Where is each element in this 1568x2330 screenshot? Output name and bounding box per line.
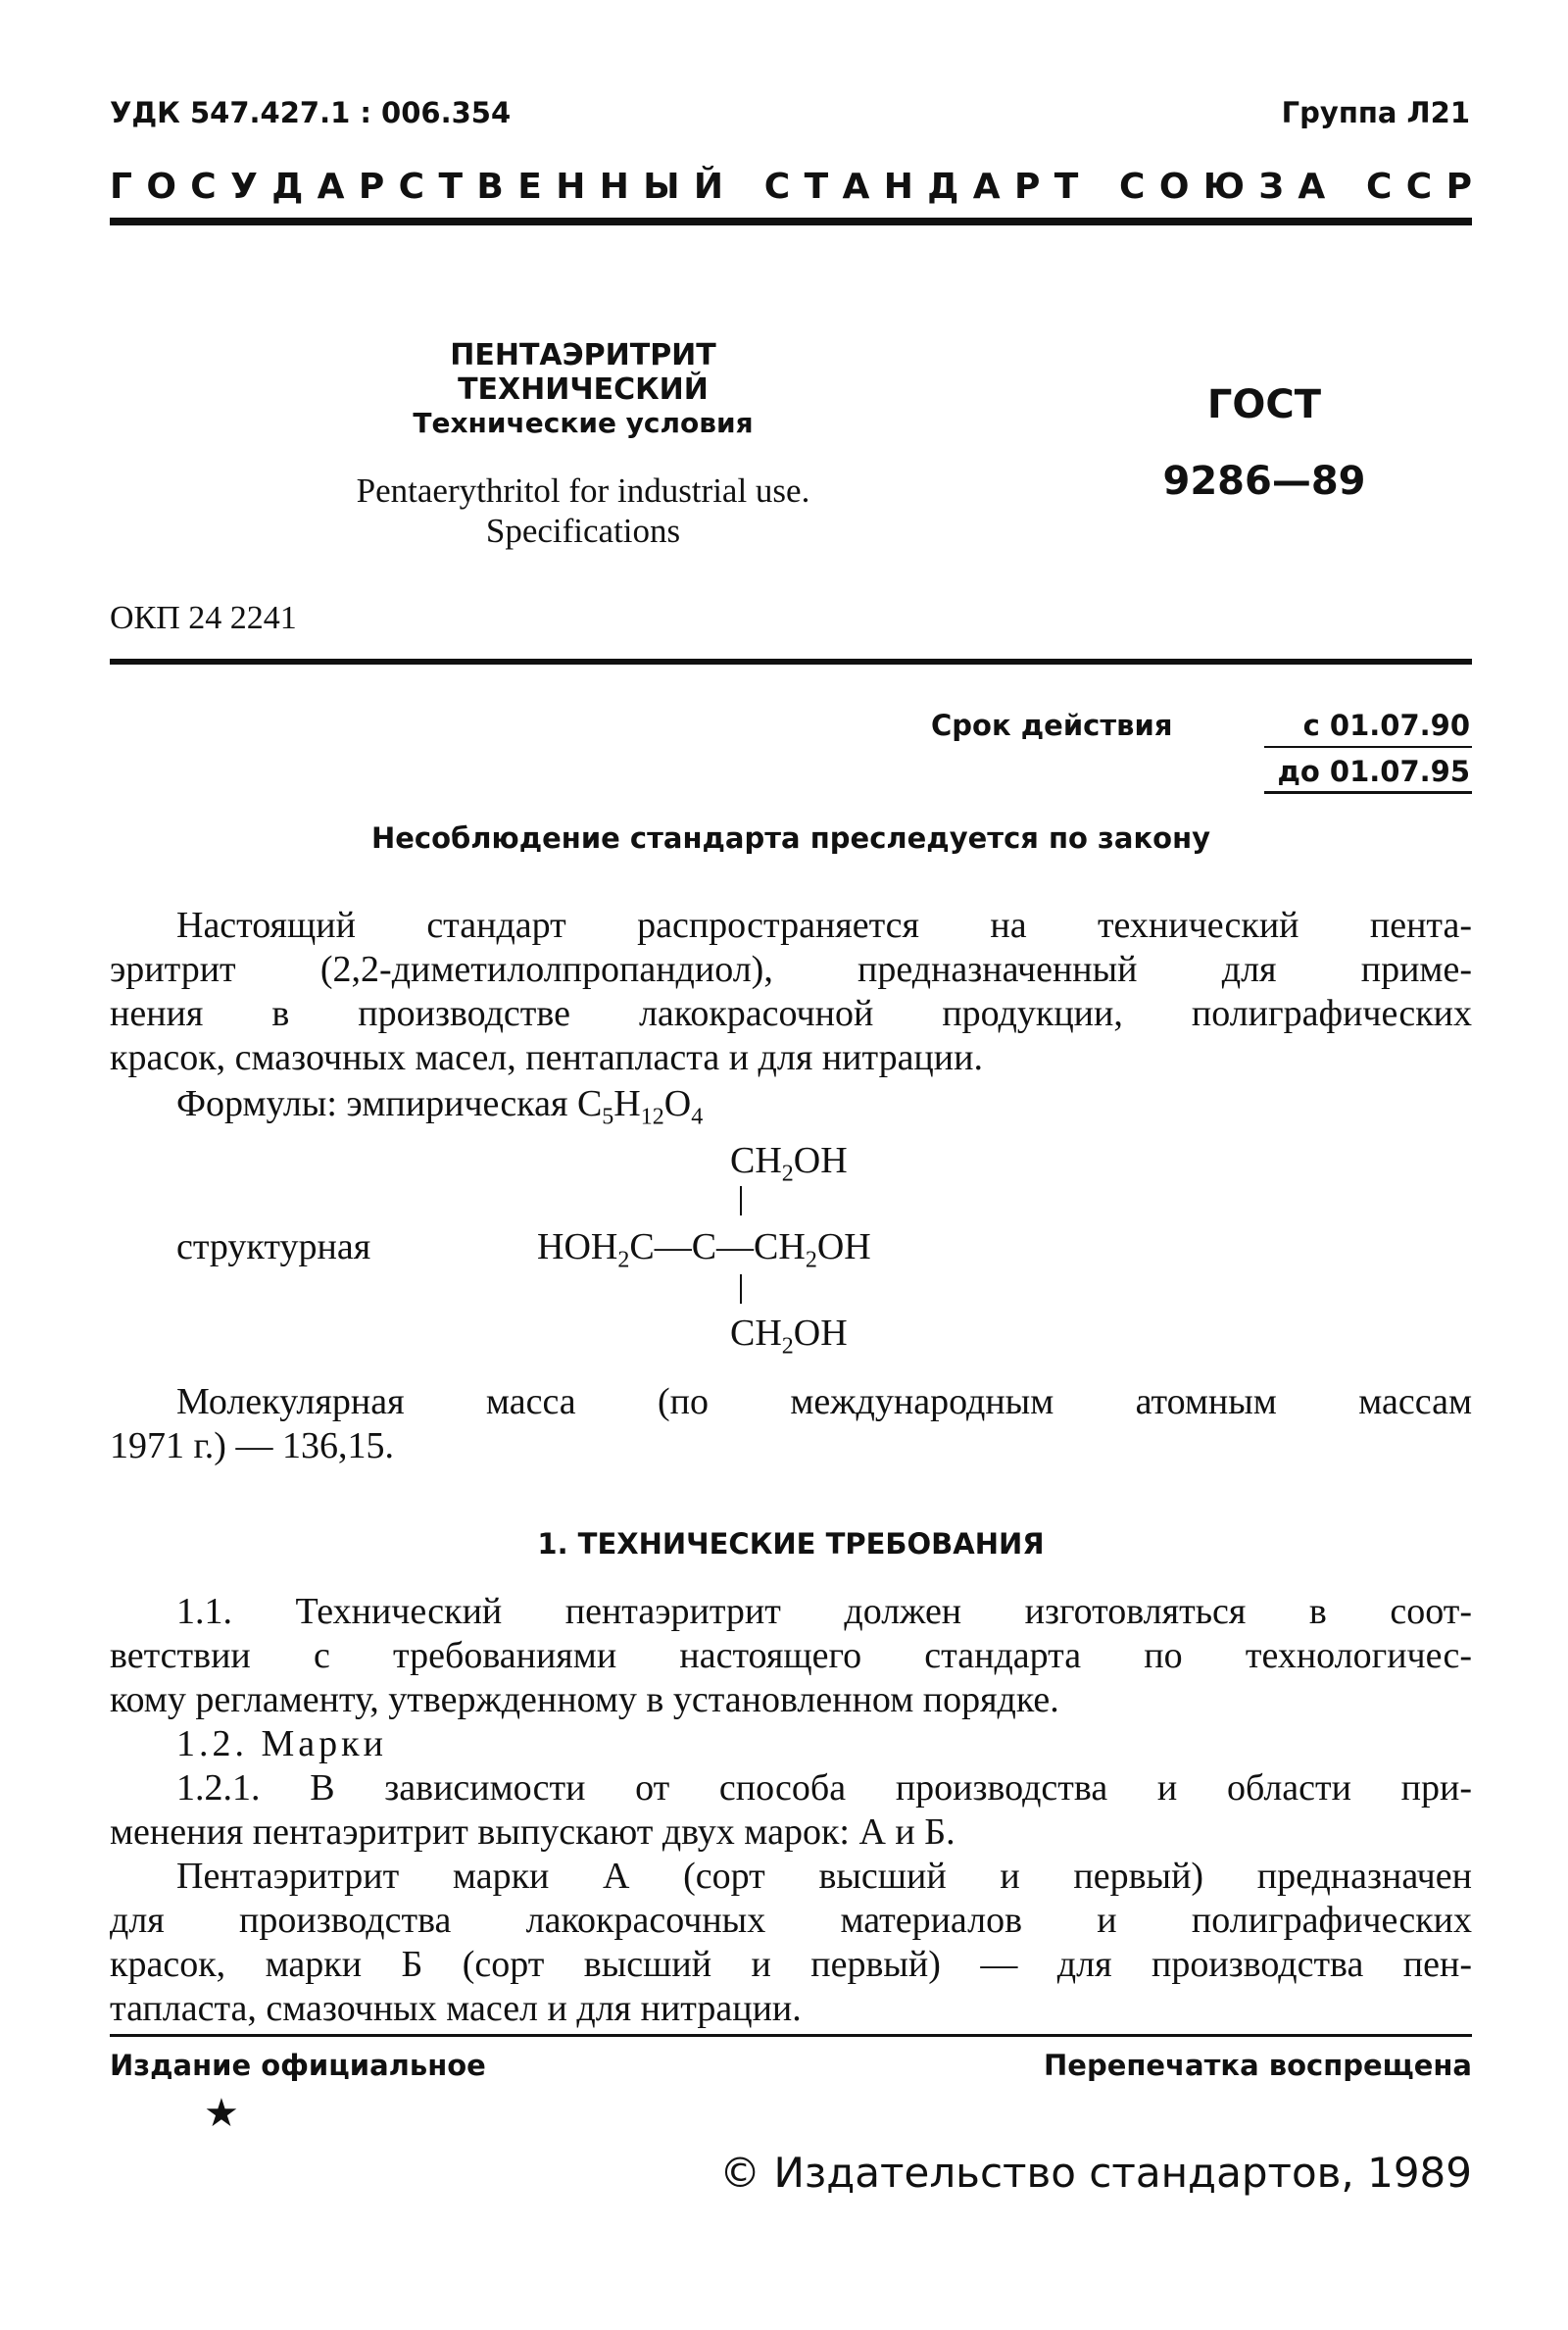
empirical-formula-label: Формулы: эмпирическая bbox=[176, 1083, 568, 1124]
empirical-formula bbox=[176, 1082, 703, 1131]
paragraph-line: Пентаэритрит марки А (сорт высший и первый) предназначен bbox=[176, 1856, 1472, 1897]
udk-code: УДК 547.427.1 : 006.354 bbox=[110, 96, 512, 129]
structural-left-group: $HOH_2C$ bbox=[537, 1226, 655, 1273]
paragraph-line: ветствии с требованиями настоящего стандарта по технологичес- bbox=[110, 1635, 1472, 1676]
valid-to: до 01.07.95 bbox=[1277, 755, 1470, 788]
paragraph-line: для производства лакокрасочных материалов и полиграфических bbox=[110, 1900, 1472, 1941]
structural-bottom-group: $CH_2OH$ bbox=[730, 1313, 848, 1360]
structural-top-group: $CH_2OH$ bbox=[730, 1140, 848, 1187]
paragraph-line: красок, марки Б (сорт высший и первый) — для производства пен- bbox=[110, 1944, 1472, 1985]
state-standard-heading bbox=[110, 167, 1472, 207]
structural-right-group: $CH_2OH$ bbox=[754, 1226, 871, 1273]
intro-line: эритрит (2,2-диметилолпропандиол), предназначенный для приме- bbox=[110, 949, 1472, 990]
gost-label: ГОСТ bbox=[1206, 382, 1322, 427]
paragraph-line: менения пентаэритрит выпускают двух марок: А и Б. bbox=[110, 1811, 956, 1853]
structural-center-atom: C bbox=[691, 1226, 717, 1267]
intro-line: Настоящий стандарт распространяется на технический пента- bbox=[176, 905, 1472, 946]
footer-rule bbox=[110, 2034, 1472, 2037]
paragraph-line: тапласта, смазочных масел и для нитрации. bbox=[110, 1988, 802, 2029]
star-icon: ★ bbox=[204, 2091, 239, 2135]
state-standard-word: С О Ю З А bbox=[1119, 167, 1326, 207]
intro-line: красок, смазочных масел, пентапласта и для нитрации. bbox=[110, 1037, 983, 1078]
bond-bottom bbox=[740, 1274, 742, 1304]
bond-top bbox=[740, 1186, 742, 1215]
group-code: Группа Л21 bbox=[1281, 96, 1470, 129]
paragraph-1-1 bbox=[110, 1590, 1472, 1722]
state-standard-word: Г О С У Д А Р С Т В Е Н Н Ы Й bbox=[110, 167, 724, 207]
title-rule bbox=[110, 659, 1472, 665]
validity-label: Срок действия bbox=[931, 709, 1173, 742]
paragraph-line: 1.2. Марки bbox=[176, 1723, 387, 1764]
structural-middle-row bbox=[537, 1225, 871, 1274]
section-title: 1. ТЕХНИЧЕСКИЕ ТРЕБОВАНИЯ bbox=[537, 1527, 1045, 1561]
molecular-mass-paragraph bbox=[110, 1380, 1472, 1468]
copyright: © Издательство стандартов, 1989 bbox=[719, 2149, 1472, 2197]
document-subtitle: Технические условия bbox=[413, 407, 754, 439]
gost-number: 9286—89 bbox=[1162, 459, 1366, 504]
okp-code: ОКП 24 2241 bbox=[110, 600, 297, 636]
molecular-mass-line: Молекулярная масса (по международным атомным массам bbox=[176, 1381, 1472, 1422]
validity-rule-2 bbox=[1264, 791, 1472, 794]
english-title-line-2: Specifications bbox=[485, 512, 681, 550]
bond-right: — bbox=[716, 1226, 755, 1267]
paragraph-1-2-1 bbox=[110, 1766, 1472, 1855]
paragraph-line: 1.1. Технический пентаэритрит должен изготовляться в соот- bbox=[176, 1591, 1472, 1632]
official-edition: Издание официальное bbox=[110, 2049, 486, 2082]
no-reprint-notice: Перепечатка воспрещена bbox=[1044, 2049, 1472, 2082]
paragraph-line: 1.2.1. В зависимости от способа производства и области при- bbox=[176, 1767, 1472, 1809]
validity-rule-1 bbox=[1264, 746, 1472, 748]
empirical-formula-value: $C_5H_{12}O_4$ bbox=[576, 1083, 704, 1130]
law-notice: Несоблюдение стандарта преследуется по закону bbox=[370, 821, 1211, 855]
header-rule bbox=[110, 218, 1472, 225]
structural-formula-label: структурная bbox=[176, 1226, 371, 1267]
bond-left: — bbox=[654, 1226, 692, 1267]
molecular-mass-line: 1971 г.) — 136,15. bbox=[110, 1425, 394, 1466]
document-title: ПЕНТАЭРИТРИТ ТЕХНИЧЕСКИЙ bbox=[450, 338, 716, 407]
english-title bbox=[284, 471, 882, 551]
paragraph-1-2 bbox=[110, 1722, 1472, 1766]
paragraph-line: кому регламенту, утвержденному в установленном порядке. bbox=[110, 1679, 1059, 1720]
state-standard-word: С С Р bbox=[1366, 167, 1472, 207]
english-title-line-1: Pentaerythritol for industrial use. bbox=[356, 471, 810, 510]
valid-from: с 01.07.90 bbox=[1302, 709, 1470, 742]
paragraph-grades bbox=[110, 1855, 1472, 2031]
state-standard-word: С Т А Н Д А Р Т bbox=[763, 167, 1079, 207]
intro-line: нения в производстве лакокрасочной продукции, полиграфических bbox=[110, 993, 1472, 1034]
intro-paragraph bbox=[110, 904, 1472, 1080]
